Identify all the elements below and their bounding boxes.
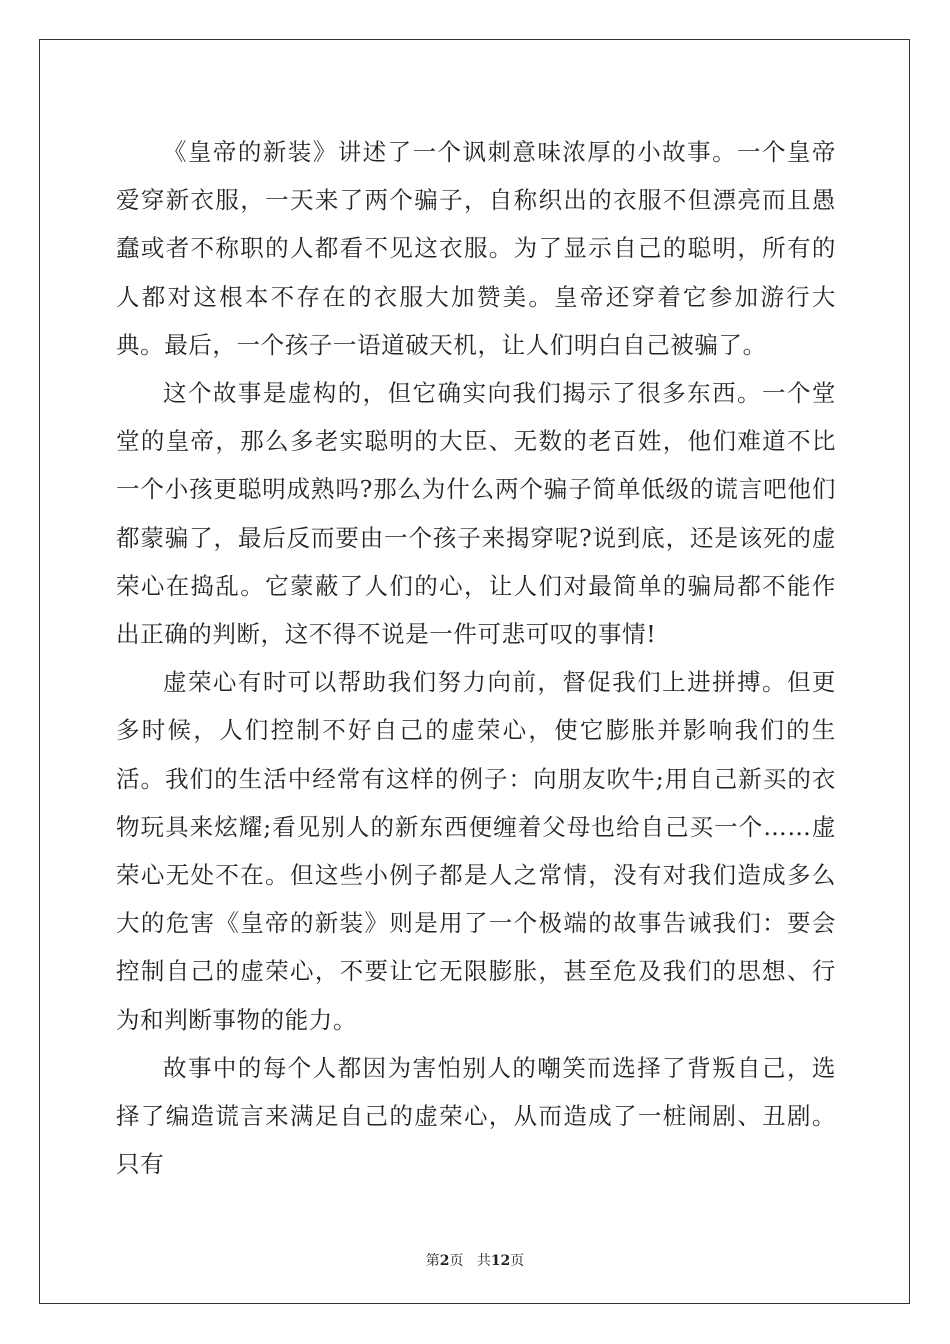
- total-pages: 12: [490, 1253, 511, 1269]
- document-body: [116, 128, 836, 1188]
- total-prefix: 共: [476, 1254, 491, 1269]
- page-footer: [0, 1250, 950, 1270]
- paragraph-2: 这个故事是虚构的，但它确实向我们揭示了很多东西。一个堂堂的皇帝，那么多老实聪明的大臣、无数的老百姓，他们难道不比一个小孩更聪明成熟吗?那么为什么两个骗子简单低级的谎言吧他们都蒙骗了，最后反而要由一个孩子来揭穿呢?说到底，还是该死的虚荣心在捣乱。它蒙蔽了人们的心，让人们对最简单的骗局都不能作出正确的判断，这不得不说是一件可悲可叹的事情!: [116, 379, 836, 649]
- paragraph-1: 《皇帝的新装》讲述了一个讽刺意味浓厚的小故事。一个皇帝爱穿新衣服，一天来了两个骗子，自称织出的衣服不但漂亮而且愚蠢或者不称职的人都看不见这衣服。为了显示自己的聪明，所有的人都对这根本不存在的衣服大加赞美。皇帝还穿着它参加游行大典。最后，一个孩子一语道破天机，让人们明白自己被骗了。: [116, 138, 836, 359]
- paragraph-3: 虚荣心有时可以帮助我们努力向前，督促我们上进拼搏。但更多时候，人们控制不好自己的虚荣心，使它膨胀并影响我们的生活。我们的生活中经常有这样的例子：向朋友吹牛;用自己新买的衣物玩具来炫耀;看见别人的新东西便缠着父母也给自己买一个……虚荣心无处不在。但这些小例子都是人之常情，没有对我们造成多么大的危害《皇帝的新装》则是用了一个极端的故事告诫我们：要会控制自己的虚荣心，不要让它无限膨胀，甚至危及我们的思想、行为和判断事物的能力。: [116, 668, 836, 1034]
- paragraph-4: 故事中的每个人都因为害怕别人的嘲笑而选择了背叛自己，选择了编造谎言来满足自己的虚荣心，从而造成了一桩闹剧、丑剧。只有: [116, 1053, 836, 1179]
- page-suffix: 页: [449, 1254, 464, 1269]
- total-suffix: 页: [510, 1254, 525, 1269]
- page-number: 2: [439, 1253, 450, 1269]
- page-prefix: 第: [425, 1254, 440, 1269]
